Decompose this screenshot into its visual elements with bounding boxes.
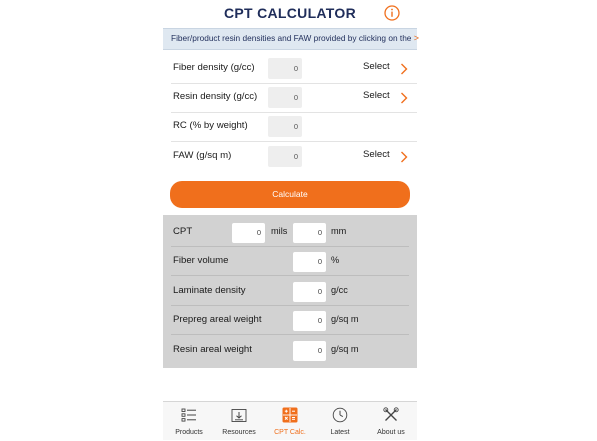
fiber-density-label: Fiber density (g/cc) xyxy=(173,62,255,73)
prepreg-areal-weight-row xyxy=(163,306,417,335)
cpt-mm-unit: mm xyxy=(331,226,347,236)
info-circle-icon[interactable] xyxy=(384,5,400,21)
fiber-volume-unit: % xyxy=(331,255,340,265)
resin-areal-weight-row xyxy=(163,336,417,365)
prepreg-areal-weight-output: 0 xyxy=(293,311,326,331)
cpt-result-row xyxy=(163,218,417,247)
faw-input[interactable]: 0 xyxy=(268,146,302,167)
tab-bar xyxy=(163,401,417,440)
tab-label: About us xyxy=(377,429,405,436)
laminate-density-row xyxy=(163,277,417,306)
resin-areal-weight-unit: g/sq m xyxy=(331,344,359,354)
resin-content-row xyxy=(163,113,417,142)
resin-density-row xyxy=(163,84,417,113)
download-folder-icon xyxy=(231,407,247,423)
page-title: CPT CALCULATOR xyxy=(223,5,356,21)
fiber-volume-output: 0 xyxy=(293,252,326,272)
tab-products[interactable] xyxy=(164,402,214,441)
cpt-calculator-screen xyxy=(163,0,420,440)
fiber-volume-row xyxy=(163,247,417,276)
faw-label: FAW (g/sq m) xyxy=(173,150,232,161)
cpt-mils-output: 0 xyxy=(232,223,265,243)
prepreg-areal-weight-unit: g/sq m xyxy=(331,314,359,324)
row-divider xyxy=(171,334,409,335)
fiber-volume-label: Fiber volume xyxy=(173,255,229,266)
cpt-mm-output: 0 xyxy=(293,223,326,243)
tab-about-us[interactable] xyxy=(366,402,416,441)
resin-density-input[interactable]: 0 xyxy=(268,87,302,108)
tab-label: CPT Calc. xyxy=(274,429,306,436)
fiber-density-select-button[interactable]: Select xyxy=(363,61,390,72)
clock-icon xyxy=(332,407,348,423)
resin-areal-weight-label: Resin areal weight xyxy=(173,344,252,355)
banner-text: Fiber/product resin densities and FAW provided by clicking on the xyxy=(171,33,412,43)
calculator-icon xyxy=(282,407,298,423)
chevron-right-icon[interactable] xyxy=(400,92,408,104)
fiber-density-row xyxy=(163,55,417,84)
row-divider xyxy=(171,141,417,142)
results-panel xyxy=(163,215,417,368)
tab-cpt-calc[interactable] xyxy=(265,402,315,441)
list-icon xyxy=(181,407,197,423)
info-banner[interactable] xyxy=(163,28,420,50)
tab-resources[interactable] xyxy=(214,402,264,441)
tab-label: Resources xyxy=(222,429,256,436)
resin-density-select-button[interactable]: Select xyxy=(363,90,390,101)
banner-chevron-icon: > xyxy=(413,33,420,43)
tab-label: Products xyxy=(175,429,203,436)
cpt-label: CPT xyxy=(173,226,193,237)
row-divider xyxy=(171,275,409,276)
resin-areal-weight-output: 0 xyxy=(293,341,326,361)
laminate-density-label: Laminate density xyxy=(173,285,246,296)
calculate-button[interactable]: Calculate xyxy=(170,181,410,208)
tools-icon xyxy=(383,407,399,423)
header xyxy=(163,0,417,28)
fiber-density-input[interactable]: 0 xyxy=(268,58,302,79)
resin-content-input[interactable]: 0 xyxy=(268,116,302,137)
chevron-right-icon[interactable] xyxy=(400,151,408,163)
resin-density-label: Resin density (g/cc) xyxy=(173,91,258,102)
resin-content-label: RC (% by weight) xyxy=(173,120,248,131)
faw-row xyxy=(163,143,417,172)
tab-latest[interactable] xyxy=(315,402,365,441)
chevron-right-icon[interactable] xyxy=(400,63,408,75)
faw-select-button[interactable]: Select xyxy=(363,149,390,160)
cpt-mils-unit: mils xyxy=(271,226,288,236)
prepreg-areal-weight-label: Prepreg areal weight xyxy=(173,314,262,325)
laminate-density-unit: g/cc xyxy=(331,285,348,295)
tab-label: Latest xyxy=(330,429,350,436)
laminate-density-output: 0 xyxy=(293,282,326,302)
